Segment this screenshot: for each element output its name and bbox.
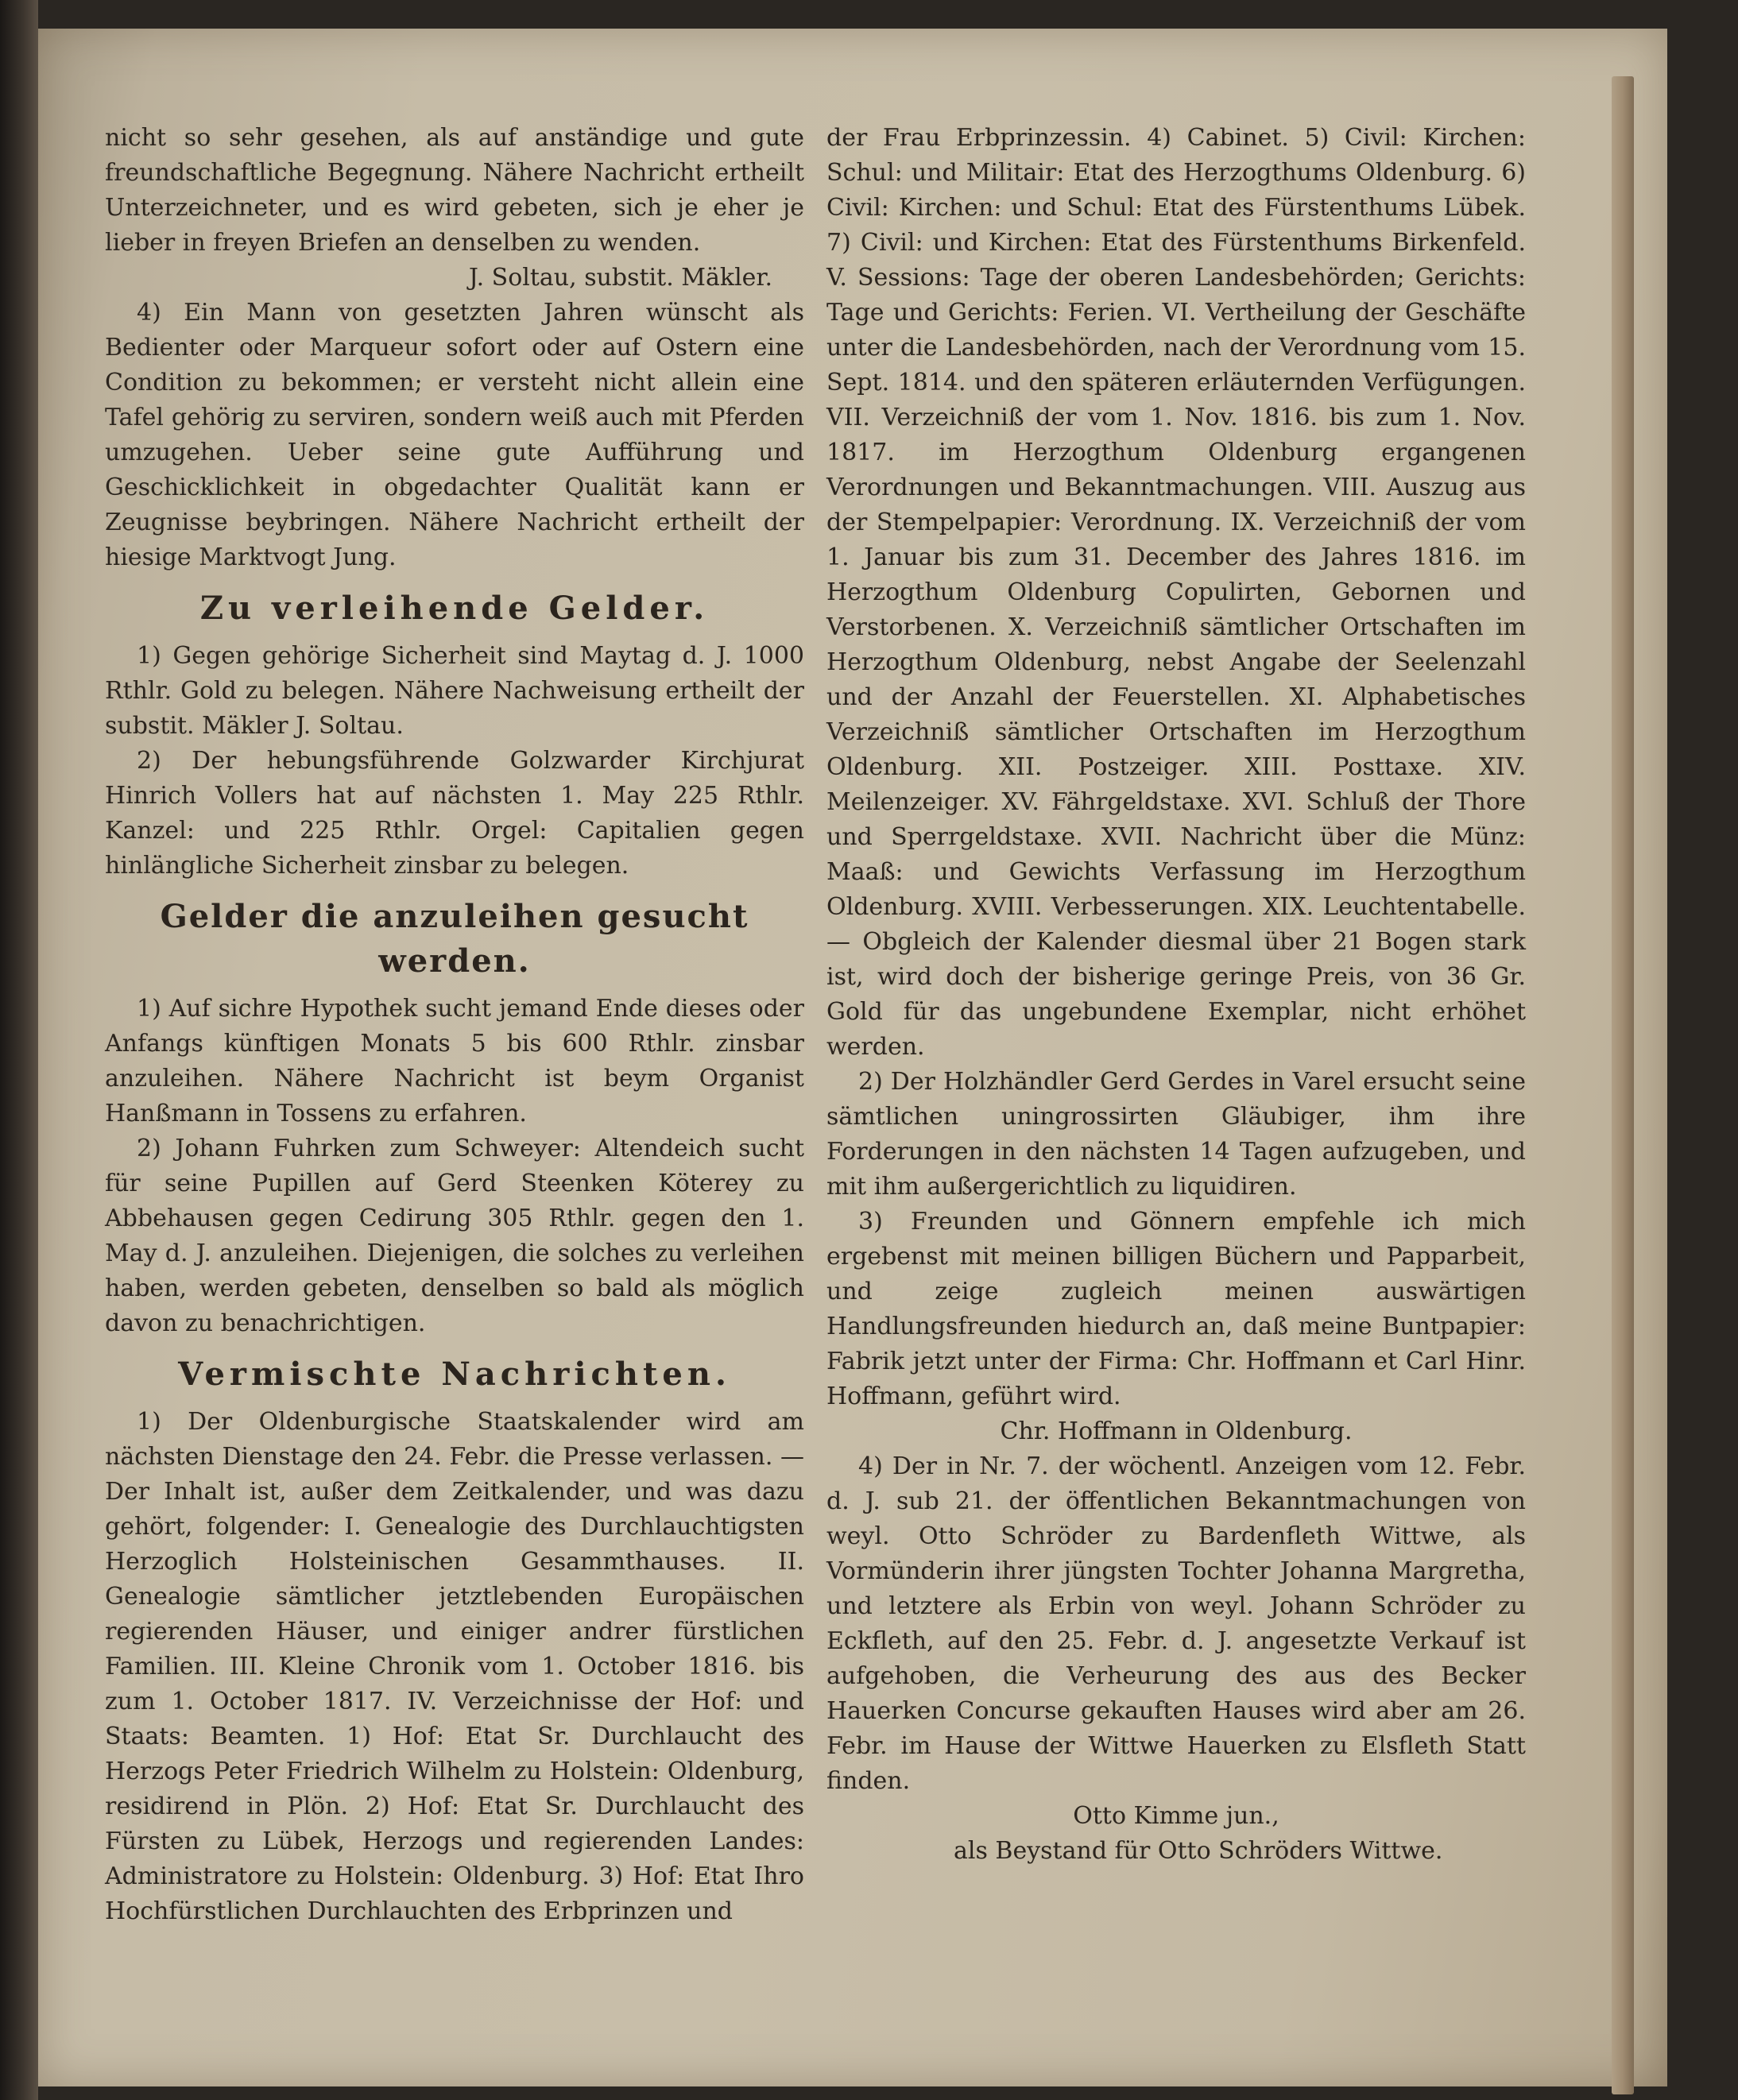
lend-item-2: 2) Der hebungsführende Golzwarder Kirchjurat Hinrich Vollers hat auf nächsten 1. May 225 Rthlr. Kanzel: und 225 Rthlr. Orgel: Capitalien gegen hinlängliche Sicherheit zinsbar zu belegen. [105,747,804,880]
misc-item-4: 4) Der in Nr. 7. der wöchentl. Anzeigen vom 12. Febr. d. J. sub 21. der öffentlichen Bekanntmachungen von weyl. Otto Schröder zu Bardenfleth Wittwe, als Vormünderin ihrer jüngsten Tochter Johanna Margretha, und letztere als Erbin von weyl. Johann Schröder zu Eckfleth, auf den 25. Febr. d. J. angesetzte Verkauf ist aufgehoben, die Verheurung des aus des Becker Hauerken Concurse gekauften Hauses wird aber am 26. Febr. im Hause der Wittwe Hauerken zu Elsfleth Statt finden. [826,1452,1526,1795]
heading-borrow: Gelder die anzuleihen gesucht werden. [160,898,749,980]
book-binding [0,0,38,2100]
page-edge [1612,76,1634,2094]
misc-item-1: 1) Der Oldenburgische Staatskalender wird am nächsten Dienstage den 24. Febr. die Presse verlassen. — Der Inhalt ist, außer dem Zeitkalender, und was dazu gehört, folgender: I. Genealogie des Durchlauchtigsten Herzoglich Holsteinischen Gesammthauses. II. Genealogie sämtlicher jetztlebenden Europäischen regierenden Häuser, und einiger andrer fürstlichen Familien. III. Kleine Chronik vom 1. October 1816. bis zum 1. October 1817. IV. Verzeichnisse der Hof: und Staats: Beamten. 1) Hof: Etat Sr. Durchlaucht des Herzogs Peter Friedrich Wilhelm zu Holstein: Oldenburg, residirend in Plön. 2) Hof: Etat Sr. Durchlaucht des Fürsten zu Lübek, Herzogs und regierenden Landes: Administratore zu Holstein: Oldenburg. 3) Hof: Etat Ihro Hochfürstlichen Durchlauchten des Erbprinzen und [105,1408,804,1925]
right-column [826,121,1526,1869]
left-column [105,121,804,1929]
misc-item-3-signature: Chr. Hoffmann in Oldenburg. [1000,1417,1353,1445]
heading-misc: Vermischte Nachrichten. [178,1356,731,1393]
misc-item-4-signature-1: Otto Kimme jun., [1073,1802,1279,1830]
misc-item-2: 2) Der Holzhändler Gerd Gerdes in Varel ersucht seine sämtlichen uningrossirten Gläubiger, ihm ihre Forderungen in den nächsten 14 Tagen aufzugeben, und mit ihm außergerichtlich zu liquidiren. [826,1068,1526,1201]
misc-item-4-signature-2: als Beystand für Otto Schröders Wittwe. [954,1837,1443,1865]
borrow-item-1: 1) Auf sichre Hypothek sucht jemand Ende dieses oder Anfangs künftigen Monats 5 bis 600 Rthlr. zinsbar anzuleihen. Nähere Nachricht ist beym Organist Hanßmann in Tossens zu erfahren. [105,995,804,1127]
intro-signature: J. Soltau, substit. Mäkler. [468,264,772,292]
intro-paragraph: nicht so sehr gesehen, als auf anständige und gute freundschaftliche Begegnung. Nähere Nachricht ertheilt Unterzeichneter, und es wird gebeten, sich je eher je lieber in freyen Briefen an denselben zu wenden. [105,124,804,257]
lend-item-1: 1) Gegen gehörige Sicherheit sind Maytag d. J. 1000 Rthlr. Gold zu belegen. Nähere Nachweisung ertheilt der substit. Mäkler J. Soltau. [105,642,804,740]
misc-item-3: 3) Freunden und Gönnern empfehle ich mich ergebenst mit meinen billigen Büchern und Papparbeit, und zeige zugleich meinen auswärtigen Handlungsfreunden hiedurch an, daß meine Buntpapier: Fabrik jetzt unter der Firma: Chr. Hoffmann et Carl Hinr. Hoffmann, geführt wird. [826,1208,1526,1410]
borrow-item-2: 2) Johann Fuhrken zum Schweyer: Altendeich sucht für seine Pupillen auf Gerd Steenken Köterey zu Abbehausen gegen Cedirung 305 Rthlr. gegen den 1. May d. J. anzuleihen. Diejenigen, die solches zu verleihen haben, werden gebeten, denselben so bald als möglich davon zu benachrichtigen. [105,1135,804,1337]
misc-item-1-continued: der Frau Erbprinzessin. 4) Cabinet. 5) Civil: Kirchen: Schul: und Militair: Etat des Herzogthums Oldenburg. 6) Civil: Kirchen: und Schul: Etat des Fürstenthums Lübek. 7) Civil: und Kirchen: Etat des Fürstenthums Birkenfeld. V. Sessions: Tage der oberen Landesbehörden; Gerichts: Tage und Gerichts: Ferien. VI. Vertheilung der Geschäfte unter die Landesbehörden, nach der Verordnung vom 15. Sept. 1814. und den späteren erläuternden Verfügungen. VII. Verzeichniß der vom 1. Nov. 1816. bis zum 1. Nov. 1817. im Herzogthum Oldenburg ergangenen Verordnungen und Bekanntmachungen. VIII. Auszug aus der Stempelpapier: Verordnung. IX. Verzeichniß der vom 1. Januar bis zum 31. December des Jahres 1816. im Herzogthum Oldenburg Copulirten, Gebornen und Verstorbenen. X. Verzeichniß sämtlicher Ortschaften im Herzogthum Oldenburg, nebst Angabe der Seelenzahl und der Anzahl der Feuerstellen. XI. Alphabetisches Verzeichniß sämtlicher Ortschaften im Herzogthum Oldenburg. XII. Postzeiger. XIII. Posttaxe. XIV. Meilenzeiger. XV. Fährgeldstaxe. XVI. Schluß der Thore und Sperrgeldstaxe. XVII. Nachricht über die Münz: Maaß: und Gewichts Verfassung im Herzogthum Oldenburg. XVIII. Verbesserungen. XIX. Leuchtentabelle. — Obgleich der Kalender diesmal über 21 Bogen stark ist, wird doch der bisherige geringe Preis, von 36 Gr. Gold für das ungebundene Exemplar, nicht erhöhet werden. [826,124,1526,1061]
heading-lend: Zu verleihende Gelder. [199,590,710,627]
notice-item-4: 4) Ein Mann von gesetzten Jahren wünscht als Bedienter oder Marqueur sofort oder auf Ostern eine Condition zu bekommen; er versteht nicht allein eine Tafel gehörig zu serviren, sondern weiß auch mit Pferden umzugehen. Ueber seine gute Aufführung und Geschicklichkeit in obgedachter Qualität kann er Zeugnisse beybringen. Nähere Nachricht ertheilt der hiesige Marktvogt Jung. [105,299,804,571]
